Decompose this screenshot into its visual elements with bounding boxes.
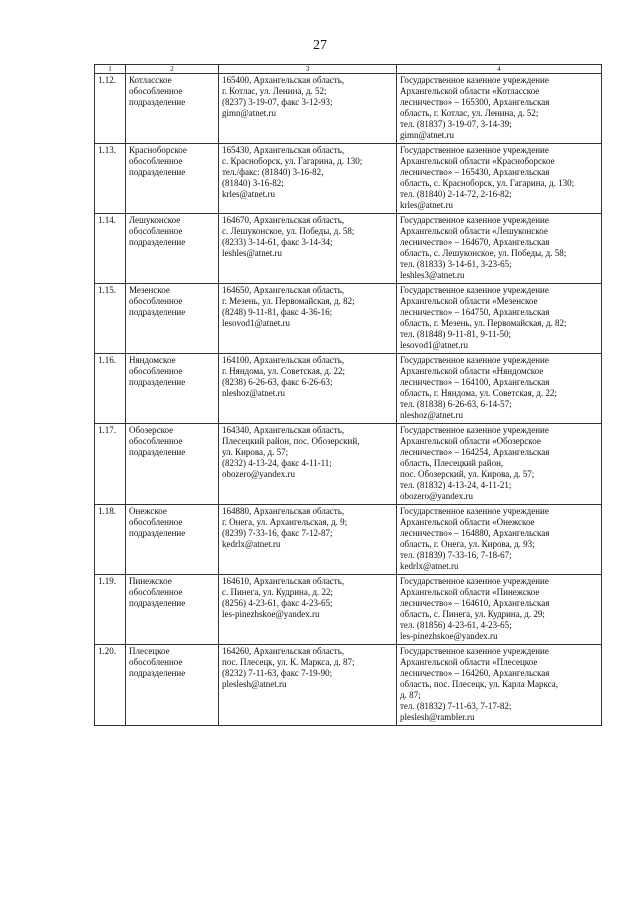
institution-cell (397, 74, 602, 144)
institution-cell (397, 505, 602, 575)
institution-line: тел. (81833) 3-14-61, 3-23-65; (400, 259, 512, 269)
institution-line: Государственное казенное учреждение (400, 75, 549, 85)
unit-address-line: 165400, Архангельская область, (222, 75, 345, 85)
unit-address-line: 164610, Архангельская область, (222, 576, 345, 586)
institution-line: лесничество» – 164260, Архангельская (400, 668, 550, 678)
unit-name-line: обособленное (129, 657, 183, 667)
institution-line: nleshoz@atnet.ru (400, 410, 464, 420)
unit-name-line: подразделение (129, 97, 186, 107)
institution-line: тел. (81839) 7-33-16, 7-18-67; (400, 550, 512, 560)
institution-line: лесничество» – 164750, Архангельская (400, 307, 550, 317)
column-number-row (95, 65, 602, 74)
unit-address-line: г. Онега, ул. Архангельская, д. 9; (222, 517, 348, 527)
institution-line: область, с. Пинега, ул. Кудрина, д. 29; (400, 609, 545, 619)
institution-cell (397, 645, 602, 726)
institution-line: тел. (81837) 3-19-07, 3-14-39; (400, 119, 512, 129)
institution-line: Государственное казенное учреждение (400, 646, 549, 656)
unit-address-line: (8239) 7-33-16, факс 7-12-87; (222, 528, 333, 538)
institution-line: лесничество» – 165430, Архангельская (400, 167, 550, 177)
unit-address-line: 164650, Архангельская область, (222, 285, 345, 295)
institution-line: область, г. Котлас, ул. Ленина, д. 52; (400, 108, 539, 118)
unit-address-line: с. Красноборск, ул. Гагарина, д. 130; (222, 156, 363, 166)
row-number: 1.12. (95, 74, 126, 144)
institution-line: Архангельской области «Няндомское (400, 366, 544, 376)
unit-name-line: подразделение (129, 377, 186, 387)
institution-line: Государственное казенное учреждение (400, 285, 549, 295)
institution-line: Государственное казенное учреждение (400, 506, 549, 516)
unit-name-line: Мезенское (129, 285, 170, 295)
table-row (95, 424, 602, 505)
unit-address-line: 164100, Архангельская область, (222, 355, 345, 365)
table-row (95, 505, 602, 575)
unit-address-line: les-pinezhskoe@yandex.ru (222, 609, 320, 619)
institution-line: pleslesh@rambler.ru (400, 712, 475, 722)
institution-cell (397, 424, 602, 505)
unit-address-line: lesovod1@atnet.ru (222, 318, 291, 328)
institution-line: Архангельской области «Лешуконское (400, 226, 548, 236)
unit-address-line: nleshoz@atnet.ru (222, 388, 286, 398)
row-number: 1.13. (95, 144, 126, 214)
unit-address-cell (219, 575, 397, 645)
unit-address-cell (219, 214, 397, 284)
unit-name-cell (126, 214, 219, 284)
institution-line: пос. Обозерский, ул. Кирова, д. 57; (400, 469, 535, 479)
table-row (95, 645, 602, 726)
unit-address-line: г. Мезень, ул. Первомайская, д. 82; (222, 296, 355, 306)
unit-address-line: (81840) 3-16-82; (222, 178, 284, 188)
row-number: 1.14. (95, 214, 126, 284)
institution-line: область, пос. Плесецк, ул. Карла Маркса, (400, 679, 558, 689)
unit-address-line: krles@atnet.ru (222, 189, 276, 199)
column-header-1: 1 (95, 65, 126, 74)
institution-cell (397, 575, 602, 645)
unit-address-line: г. Няндома, ул. Советская, д. 22; (222, 366, 345, 376)
institution-line: Государственное казенное учреждение (400, 145, 549, 155)
unit-name-line: Няндомское (129, 355, 176, 365)
institution-line: kedrlx@atnet.ru (400, 561, 459, 571)
unit-address-line: (8233) 3-14-61, факс 3-14-34; (222, 237, 333, 247)
institution-line: Архангельской области «Онежское (400, 517, 535, 527)
unit-name-line: Плесецкое (129, 646, 170, 656)
unit-address-line: г. Котлас, ул. Ленина, д. 52; (222, 86, 327, 96)
column-header-2: 2 (126, 65, 219, 74)
unit-address-line: pleslesh@atnet.ru (222, 679, 287, 689)
table-row (95, 214, 602, 284)
unit-name-cell (126, 354, 219, 424)
institution-line: лесничество» – 165300, Архангельская (400, 97, 550, 107)
forestry-units-table (94, 64, 602, 726)
unit-name-line: Пинежское (129, 576, 172, 586)
row-number: 1.19. (95, 575, 126, 645)
unit-address-cell (219, 284, 397, 354)
unit-name-line: подразделение (129, 528, 186, 538)
unit-name-line: Онежское (129, 506, 167, 516)
unit-address-line: 165430, Архангельская область, (222, 145, 345, 155)
institution-line: д. 87; (400, 690, 421, 700)
unit-address-line: 164340, Архангельская область, (222, 425, 345, 435)
unit-name-cell (126, 505, 219, 575)
institution-line: область, г. Няндома, ул. Советская, д. 22; (400, 388, 557, 398)
institution-line: Государственное казенное учреждение (400, 576, 549, 586)
unit-name-cell (126, 645, 219, 726)
institution-cell (397, 144, 602, 214)
institution-line: Архангельской области «Обозерское (400, 436, 541, 446)
unit-address-line: (8237) 3-19-07, факс 3-12-93; (222, 97, 333, 107)
unit-name-cell (126, 424, 219, 505)
row-number: 1.16. (95, 354, 126, 424)
page-number: 27 (313, 38, 327, 53)
table-row (95, 144, 602, 214)
institution-line: лесничество» – 164100, Архангельская (400, 377, 550, 387)
unit-name-line: подразделение (129, 237, 186, 247)
unit-address-cell (219, 424, 397, 505)
institution-line: leshles3@atnet.ru (400, 270, 465, 280)
institution-line: область, с. Лешуконское, ул. Победы, д. 58; (400, 248, 567, 258)
unit-address-line: тел./факс: (81840) 3-16-82, (222, 167, 324, 177)
institution-line: Архангельской области «Котласское (400, 86, 540, 96)
unit-name-cell (126, 575, 219, 645)
unit-name-line: подразделение (129, 598, 186, 608)
unit-name-line: Котласское (129, 75, 172, 85)
institution-line: Архангельской области «Плесецкое (400, 657, 538, 667)
institution-line: Государственное казенное учреждение (400, 215, 549, 225)
institution-line: лесничество» – 164880, Архангельская (400, 528, 550, 538)
institution-cell (397, 284, 602, 354)
unit-address-line: с. Пинега, ул. Кудрина, д. 22; (222, 587, 333, 597)
unit-address-cell (219, 354, 397, 424)
unit-name-line: обособленное (129, 296, 183, 306)
institution-line: лесничество» – 164610, Архангельская (400, 598, 550, 608)
table-row (95, 575, 602, 645)
unit-name-line: Обозерское (129, 425, 174, 435)
unit-name-line: Красноборское (129, 145, 187, 155)
table-body (95, 74, 602, 726)
institution-line: krles@atnet.ru (400, 200, 454, 210)
institution-line: область, Плесецкий район, (400, 458, 504, 468)
table-row (95, 354, 602, 424)
unit-address-line: (8248) 9-11-81, факс 4-36-16; (222, 307, 333, 317)
institution-line: лесничество» – 164254, Архангельская (400, 447, 550, 457)
institution-line: тел. (81838) 6-26-63, 6-14-57; (400, 399, 512, 409)
unit-name-cell (126, 74, 219, 144)
institution-line: Архангельской области «Мезенское (400, 296, 538, 306)
institution-cell (397, 214, 602, 284)
institution-line: Государственное казенное учреждение (400, 425, 549, 435)
institution-line: Архангельской области «Красноборское (400, 156, 555, 166)
unit-address-line: gimn@atnet.ru (222, 108, 277, 118)
unit-name-line: подразделение (129, 447, 186, 457)
institution-line: тел. (81848) 9-11-81, 9-11-50; (400, 329, 511, 339)
unit-address-line: 164880, Архангельская область, (222, 506, 345, 516)
institution-line: тел. (81856) 4-23-61, 4-23-65; (400, 620, 512, 630)
institution-line: тел. (81832) 7-11-63, 7-17-82; (400, 701, 512, 711)
unit-address-cell (219, 645, 397, 726)
table-row (95, 284, 602, 354)
row-number: 1.20. (95, 645, 126, 726)
unit-address-line: с. Лешуконское, ул. Победы, д. 58; (222, 226, 355, 236)
institution-cell (397, 354, 602, 424)
institution-line: Архангельской области «Пинежское (400, 587, 540, 597)
institution-line: область, с. Красноборск, ул. Гагарина, д. 130; (400, 178, 575, 188)
unit-name-line: Лешуконское (129, 215, 181, 225)
unit-name-line: обособленное (129, 226, 183, 236)
unit-address-line: obozero@yandex.ru (222, 469, 296, 479)
institution-line: область, г. Мезень, ул. Первомайская, д. 82; (400, 318, 567, 328)
institution-line: Государственное казенное учреждение (400, 355, 549, 365)
unit-address-cell (219, 505, 397, 575)
unit-address-cell (219, 144, 397, 214)
institution-line: lesovod1@atnet.ru (400, 340, 469, 350)
unit-name-line: обособленное (129, 156, 183, 166)
unit-address-line: (8232) 4-13-24, факс 4-11-11; (222, 458, 332, 468)
institution-line: лесничество» – 164670, Архангельская (400, 237, 550, 247)
institution-line: тел. (81840) 2-14-72, 2-16-82; (400, 189, 512, 199)
unit-address-line: (8232) 7-11-63, факс 7-19-90; (222, 668, 333, 678)
unit-address-line: ул. Кирова, д. 57; (222, 447, 289, 457)
unit-address-line: 164670, Архангельская область, (222, 215, 345, 225)
institution-line: les-pinezhskoe@yandex.ru (400, 631, 498, 641)
unit-address-cell (219, 74, 397, 144)
unit-address-line: (8238) 6-26-63, факс 6-26-63; (222, 377, 333, 387)
unit-name-cell (126, 144, 219, 214)
unit-address-line: пос. Плесецк, ул. К. Маркса, д. 87; (222, 657, 355, 667)
unit-name-line: подразделение (129, 668, 186, 678)
unit-name-line: обособленное (129, 587, 183, 597)
unit-address-line: 164260, Архангельская область, (222, 646, 345, 656)
institution-line: gimn@atnet.ru (400, 130, 455, 140)
unit-name-line: обособленное (129, 517, 183, 527)
table-row (95, 74, 602, 144)
row-number: 1.17. (95, 424, 126, 505)
unit-address-line: Плесецкий район, пос. Обозерский, (222, 436, 360, 446)
unit-name-line: подразделение (129, 307, 186, 317)
unit-name-cell (126, 284, 219, 354)
institution-line: obozero@yandex.ru (400, 491, 474, 501)
unit-address-line: leshles@atnet.ru (222, 248, 283, 258)
unit-address-line: kedrlx@atnet.ru (222, 539, 281, 549)
unit-address-line: (8256) 4-23-61, факс 4-23-65; (222, 598, 333, 608)
unit-name-line: обособленное (129, 436, 183, 446)
unit-name-line: подразделение (129, 167, 186, 177)
unit-name-line: обособленное (129, 86, 183, 96)
row-number: 1.18. (95, 505, 126, 575)
unit-name-line: обособленное (129, 366, 183, 376)
column-header-4: 4 (397, 65, 602, 74)
institution-line: тел. (81832) 4-13-24, 4-11-21; (400, 480, 512, 490)
row-number: 1.15. (95, 284, 126, 354)
institution-line: область, г. Онега, ул. Кирова, д. 93; (400, 539, 535, 549)
column-header-3: 3 (219, 65, 397, 74)
